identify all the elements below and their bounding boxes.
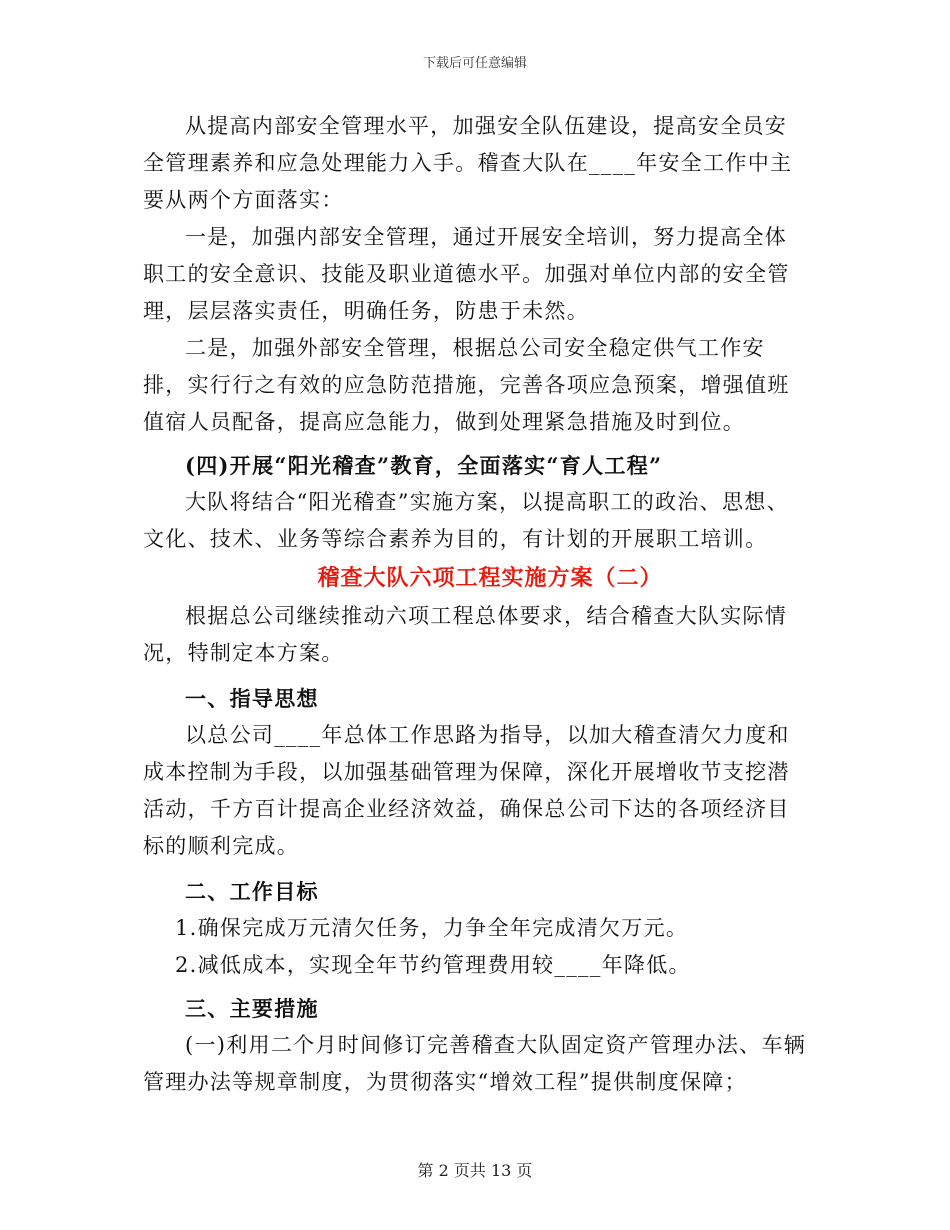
paragraph-internal-safety: 一是，加强内部安全管理，通过开展安全培训，努力提高全体职工的安全意识、技能及职业道德水平。加强对单位内部的安全管理，层层落实责任，明确任务，防患于未然。 [143,225,790,323]
heading-main-measures: 三、主要措施 [185,996,319,1021]
heading-guiding-ideology: 一、指导思想 [185,686,319,711]
paragraph-plan-intro: 根据总公司继续推动六项工程总体要求，结合稽查大队实际情况，特制定本方案。 [143,604,788,665]
paragraph-measure-1: (一)利用二个月时间修订完善稽查大队固定资产管理办法、车辆管理办法等规章制度，为贯彻落实“增效工程”提供制度保障； [143,1033,807,1094]
section-title: 稽查大队六项工程实施方案（二） [317,565,663,591]
goal-item-2: 2.减低成本，实现全年节约管理费用较____年降低。 [175,953,691,977]
paragraph-external-safety: 二是，加强外部安全管理，根据总公司安全稳定供气工作安排，实行行之有效的应急防范措施，完善各项应急预案，增强值班值宿人员配备，提高应急能力，做到处理紧急措施及时到位。 [143,336,790,434]
heading-work-goals: 二、工作目标 [185,879,319,904]
paragraph-sunshine-inspection: 大队将结合“阳光稽查”实施方案，以提高职工的政治、思想、文化、技术、业务等综合素养为目的，有计划的开展职工培训。 [143,490,789,551]
document-body [143,108,807,1101]
page-number: 第 2 页共 13 页 [417,1161,533,1180]
heading-sunshine-inspection: (四)开展“阳光稽查”教育，全面落实“育人工程” [185,453,663,478]
paragraph-safety-intro: 从提高内部安全管理水平，加强安全队伍建设，提高安全员安全管理素养和应急处理能力入手。稽查大队在____年安全工作中主要从两个方面落实： [143,114,793,212]
page-header-note: 下载后可任意编辑 [422,56,527,71]
paragraph-guiding-ideology: 以总公司____年总体工作思路为指导，以加大稽查清欠力度和成本控制为手段，以加强基础管理为保障，深化开展增收节支挖潜活动，千方百计提高企业经济效益，确保总公司下达的各项经济目标的顺利完成。 [143,723,790,858]
goal-item-1: 1.确保完成万元清欠任务，力争全年完成清欠万元。 [175,916,689,940]
